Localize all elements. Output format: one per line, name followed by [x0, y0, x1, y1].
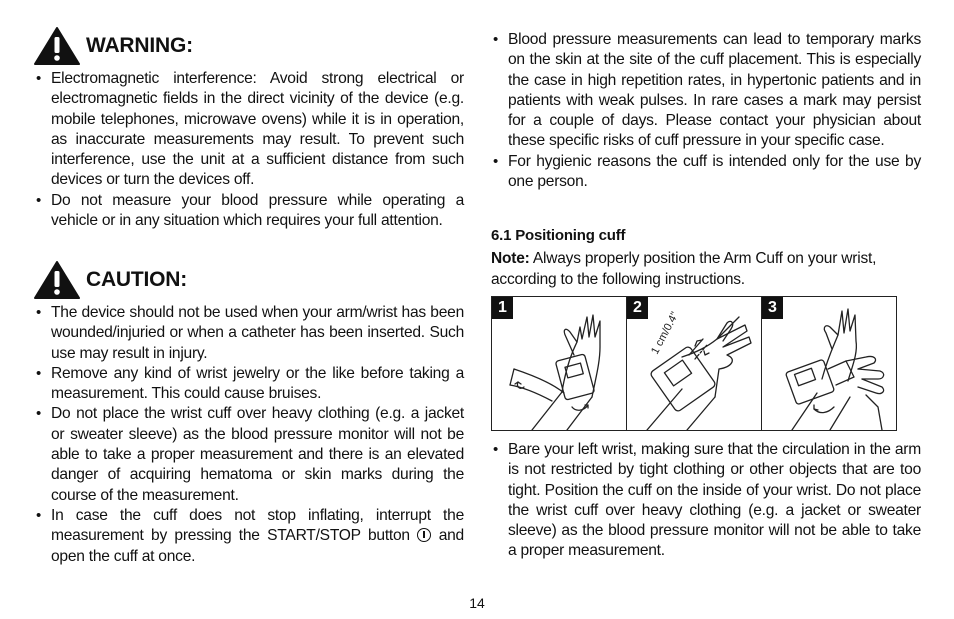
caution-title: CAUTION:: [86, 268, 188, 291]
caution-list: [34, 303, 464, 567]
note-text: Always properly position the Arm Cuff on your wrist, according to the following instructions.: [491, 250, 877, 288]
warning-triangle-icon: [34, 26, 80, 66]
list-item: • Electromagnetic interference: Avoid strong electrical or electromagnetic fields in the direct vicinity of the device (e.g. mobile telephones, microwave ovens) while it is in operation, as inaccurate measurements may result. To prevent such interference, use the unit at a sufficient distance from such devices or turn the devices off.: [34, 69, 464, 191]
list-item: • For hygienic reasons the cuff is intended only for the use by one person.: [491, 152, 921, 193]
warning-list: [34, 69, 464, 231]
figure-step-number: 2: [627, 297, 648, 319]
caution-heading: [34, 260, 187, 300]
measure-label: 1 cm/0.4": [649, 310, 682, 357]
list-item: • Blood pressure measurements can lead to temporary marks on the skin at the site of the cuff placement. This is especially the case in high repetition rates, in hypertonic patients and in patients with weak pulses. In rare cases a mark may persist for a couple of days. Please contact your physician about these specific risks of cuff pressure in your specific case.: [491, 30, 921, 152]
start-stop-button-icon: [417, 528, 431, 542]
list-item-text: and open the cuff at once.: [51, 527, 464, 565]
page-number: 14: [469, 595, 485, 611]
figure-step-number: 1: [492, 297, 513, 319]
list-item: • Remove any kind of wrist jewelry or the like before taking a measurement. This could cause bruises.: [34, 364, 464, 405]
figure-step-number: 3: [762, 297, 783, 319]
section-title: 6.1 Positioning cuff: [491, 227, 626, 244]
list-item: • The device should not be used when your arm/wrist has been wounded/injuried or when a catheter has been inserted. Such use may result in injury.: [34, 303, 464, 364]
list-item: [34, 506, 464, 567]
figure-panel-1: [492, 297, 627, 430]
note-label: Note:: [491, 250, 530, 267]
figure-panel-3: [762, 297, 896, 430]
skin-marks-list: [491, 30, 921, 192]
list-item: • Do not place the wrist cuff over heavy clothing (e.g. a jacket or sweater sleeve) as the blood pressure monitor will not be able to take a proper measurement and there is an elevated danger of acquiring hematoma or skin marks during the course of the measurement.: [34, 404, 464, 505]
note-paragraph: [491, 249, 921, 290]
warning-title: WARNING:: [86, 34, 193, 57]
caution-triangle-icon: [34, 260, 80, 300]
positioning-list: [491, 440, 921, 562]
list-item: • Bare your left wrist, making sure that the circulation in the arm is not restricted by tight clothing or other objects that are too tight. Position the cuff on the inside of your wrist. Do not place the wrist cuff over heavy clothing (e.g. a jacket or sweater sleeve) as the blood pressure monitor will not be able to take a proper measurement.: [491, 440, 921, 562]
warning-heading: [34, 26, 193, 66]
cuff-positioning-figure: [491, 296, 897, 431]
figure-panel-2: [627, 297, 762, 430]
list-item: • Do not measure your blood pressure while operating a vehicle or in any situation which requires your full attention.: [34, 191, 464, 232]
list-item-text: In case the cuff does not stop inflating, interrupt the measurement by pressing the START/STOP button: [51, 506, 464, 545]
